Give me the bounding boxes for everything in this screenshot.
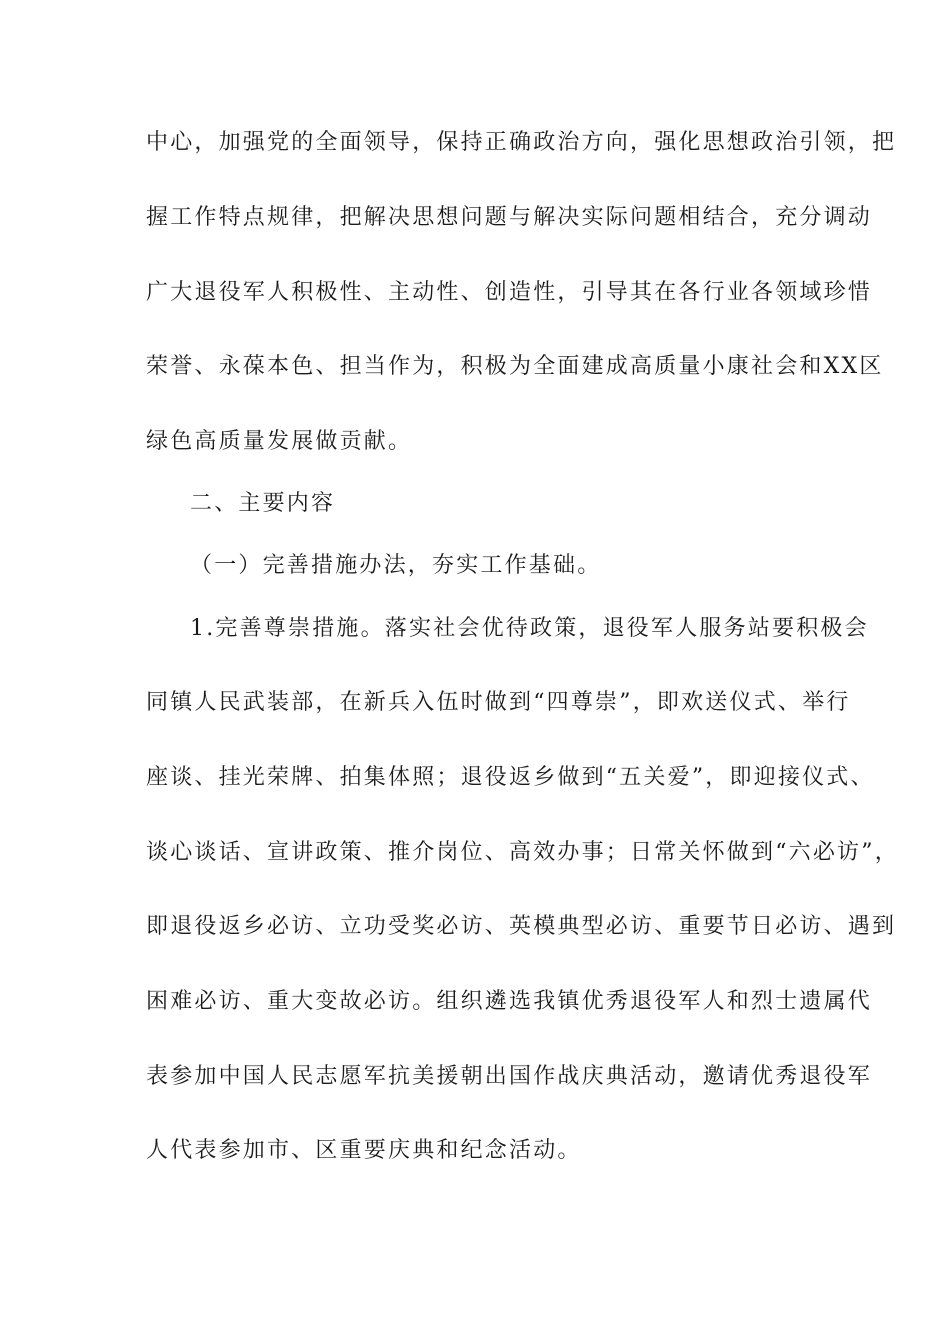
body-text-line: 荣誉、永葆本色、担当作为，积极为全面建成高质量小康社会和XX区	[146, 354, 884, 379]
body-text-line: 中心，加强党的全面领导，保持正确政治方向，强化思想政治引领，把	[146, 130, 897, 155]
body-text-line: 同镇人民武装部，在新兵入伍时做到“四尊崇”，即欢送仪式、举行	[146, 690, 851, 715]
body-text-line: 困难必访、重大变故必访。组织遴选我镇优秀退役军人和烈士遗属代	[146, 989, 873, 1014]
body-text-line: 绿色高质量发展做贡献。	[146, 429, 413, 454]
body-text-line: 表参加中国人民志愿军抗美援朝出国作战庆典活动，邀请优秀退役军	[146, 1064, 873, 1089]
body-text-line: 1.完善尊崇措施。落实社会优待政策，退役军人服务站要积极会	[190, 616, 869, 641]
body-text-line: 即退役返乡必访、立功受奖必访、英模典型必访、重要节日必访、遇到	[146, 914, 897, 939]
body-text-line: 谈心谈话、宣讲政策、推介岗位、高效办事；日常关怀做到“六必访”，	[146, 840, 899, 865]
body-text-line: 握工作特点规律，把解决思想问题与解决实际问题相结合，充分调动	[146, 205, 873, 230]
section-heading: 二、主要内容	[190, 491, 336, 516]
body-text-line: 广大退役军人积极性、主动性、创造性，引导其在各行业各领域珍惜	[146, 280, 873, 305]
body-text-line: 人代表参加市、区重要庆典和纪念活动。	[146, 1138, 582, 1163]
body-text-line: 座谈、挂光荣牌、拍集体照；退役返乡做到“五关爱”，即迎接仪式、	[146, 765, 875, 790]
subsection-heading: （一）完善措施办法，夯实工作基础。	[190, 553, 602, 578]
